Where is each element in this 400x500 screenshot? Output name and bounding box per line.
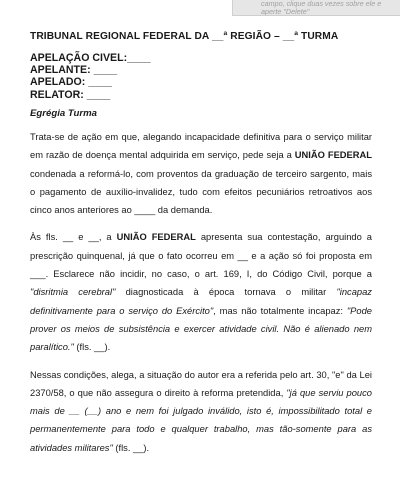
instruction-note-line-1: campo, clique duas vezes sobre ele e [261,0,382,8]
paragraph-2-quote-f: "incapaz definitivamente para o serviço do Exército" [30,287,372,316]
paragraph-2-party-name: UNIÃO FEDERAL [116,232,196,243]
paragraph-2 [30,228,372,356]
paragraph-3-text-c: (fls. __). [112,442,150,453]
greeting: Egrégia Turma [30,108,98,119]
field-relator: RELATOR: ____ [30,88,111,101]
paragraph-2-text-g: , mas não totalmente incapaz: [213,305,347,316]
paragraph-3-text-a: Nessas condições, alega, a situação do autor era a referida pelo art. 30, "e" da Lei 2370/58, o que não assegura o direito à reforma pretendida, [30,369,372,398]
paragraph-3 [30,366,372,457]
document-body [30,128,372,466]
paragraph-1 [30,128,372,219]
paragraph-2-text-i: (fls. __). [73,342,111,353]
paragraph-2-quote-h: "Pode prover os meios de subsistência e exercer atividade civil. Não é alienado nem paralítico." [30,305,372,353]
paragraph-3-quote-b: "já que serviu pouco mais de __ (__) ano e nem foi julgado inválido, isto é, impossibilitado total e permanentemente para todo e qualquer trabalho, mas tão-somente para as atividades militares" [30,387,372,453]
paragraph-1-party-name: UNIÃO FEDERAL [294,150,372,161]
case-fields [30,52,151,101]
paragraph-2-text-c: apresenta sua contestação, arguindo a prescrição quinquenal, já que o fato ocorreu em __ e a ação só foi proposta em ___. Esclarece não incidir, no caso, o art. 169, I, do Código Civil, porque a [30,232,372,280]
paragraph-2-text-e: diagnosticada à época tornava o militar [115,287,337,298]
court-header: TRIBUNAL REGIONAL FEDERAL DA __ª REGIÃO – __ª TURMA [30,31,339,42]
paragraph-2-quote-d: "disritmia cerebral" [30,287,116,298]
field-apelado: APELADO: ____ [30,76,112,89]
paragraph-1-text-c: condenada a reformá-lo, com proventos da graduação de terceiro sargento, mais o pagamento de auxílio-invalidez, tudo com efeitos pecuniários retroativos aos cinco anos anteriores ao ____ da demanda. [30,168,372,216]
field-apelante: APELANTE: ____ [30,64,118,77]
paragraph-1-text-a: Trata-se de ação em que, alegando incapacidade definitiva para o serviço militar em razão de doença mental adquirida em serviço, pede seja a [30,132,372,161]
instruction-note-line-2: aperte "Delete" [261,7,310,16]
paragraph-2-text-a: Às fls. __ e __, a [30,232,117,243]
instruction-note [232,0,400,16]
field-apelacao-civel: APELAÇÃO CIVEL:____ [30,52,151,64]
